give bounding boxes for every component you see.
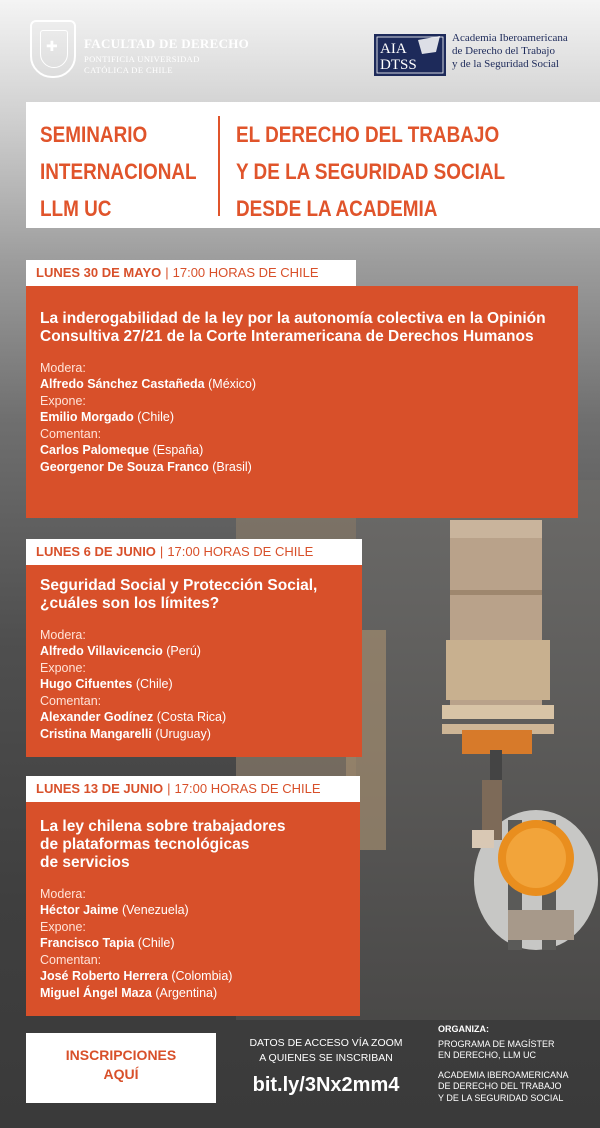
session-3-commentator-2 bbox=[40, 985, 360, 1002]
session-1-commentator-1-name: Carlos Palomeque bbox=[40, 443, 150, 457]
session-1-title: La inderogabilidad de la ley por la autonomía colectiva en la Opinión Consultiva 27/21 de la Corte Interamericana de Derechos Humanos bbox=[40, 310, 546, 345]
session-1-card bbox=[26, 286, 578, 518]
session-2-title-line-1: Seguridad Social y Protección Social, bbox=[40, 577, 318, 594]
access-info bbox=[226, 1036, 426, 1066]
separator: | bbox=[165, 265, 169, 280]
aiadiss-line-2: de Derecho del Trabajo bbox=[452, 45, 555, 57]
session-3-commentator-1-name: José Roberto Herrera bbox=[40, 969, 168, 983]
session-3-moderator bbox=[40, 902, 360, 919]
session-2-modera-label: Modera: bbox=[40, 628, 86, 642]
session-2-moderator bbox=[40, 643, 362, 660]
aiadiss-name bbox=[452, 32, 568, 71]
session-1-speaker-country: (Chile) bbox=[137, 410, 175, 424]
org-1-line-1: PROGRAMA DE MAGÍSTER bbox=[438, 1038, 555, 1049]
spacer bbox=[438, 1062, 588, 1070]
session-3-date: LUNES 13 DE JUNIO bbox=[36, 781, 164, 796]
session-1-speaker bbox=[40, 409, 578, 426]
session-2-card bbox=[26, 565, 362, 757]
session-2-title-line-2: ¿cuáles son los límites? bbox=[40, 595, 220, 612]
session-2-speaker bbox=[40, 676, 362, 693]
seminar-title-line-2: Y DE LA SEGURIDAD SOCIAL bbox=[236, 159, 506, 184]
session-2-moderator-country: (Perú) bbox=[166, 644, 201, 658]
session-2-date: LUNES 6 DE JUNIO bbox=[36, 544, 156, 559]
session-2-moderator-name: Alfredo Villavicencio bbox=[40, 644, 163, 658]
signup-button[interactable] bbox=[26, 1033, 216, 1103]
session-2-commentator-1 bbox=[40, 709, 362, 726]
seminar-label-line-2: INTERNACIONAL bbox=[40, 159, 197, 184]
separator: | bbox=[159, 544, 164, 559]
org-2-line-3: Y DE LA SEGURIDAD SOCIAL bbox=[438, 1092, 564, 1103]
aiadiss-logo bbox=[374, 34, 446, 76]
aiadiss-line-3: y de la Seguridad Social bbox=[452, 58, 559, 70]
session-1-date: LUNES 30 DE MAYO bbox=[36, 265, 162, 280]
session-3-date-tag bbox=[26, 776, 360, 802]
session-3-moderator-country: (Venezuela) bbox=[122, 903, 189, 917]
session-3-speaker-name: Francisco Tapia bbox=[40, 936, 135, 950]
seminar-label-line-3: LLM UC bbox=[40, 196, 112, 221]
session-3-title-line-1: La ley chilena sobre trabajadores bbox=[40, 818, 286, 835]
session-2-commentator-2-country: (Uruguay) bbox=[155, 727, 211, 741]
session-1-commentator-1 bbox=[40, 442, 578, 459]
access-line-1: DATOS DE ACCESO VÍA ZOOM bbox=[249, 1037, 403, 1049]
seminar-title-line-3: DESDE LA ACADEMIA bbox=[236, 196, 438, 221]
faculty-subtitle-1: PONTIFICIA UNIVERSIDAD bbox=[84, 54, 200, 64]
session-3-time: 17:00 HORAS DE CHILE bbox=[174, 781, 321, 796]
session-2-commentator-2-name: Cristina Mangarelli bbox=[40, 727, 152, 741]
session-1-speaker-name: Emilio Morgado bbox=[40, 410, 134, 424]
session-1-commentator-2 bbox=[40, 459, 578, 476]
header bbox=[0, 0, 600, 100]
aiadiss-line-1: Academia Iberoamericana bbox=[452, 32, 568, 44]
access-line-2: A QUIENES SE INSCRIBAN bbox=[259, 1052, 393, 1064]
session-3-card bbox=[26, 802, 360, 1016]
session-1-commentator-1-country: (España) bbox=[152, 443, 204, 457]
separator: | bbox=[167, 781, 171, 796]
uc-crest-logo bbox=[30, 20, 76, 78]
session-2-speaker-name: Hugo Cifuentes bbox=[40, 677, 133, 691]
session-3-moderator-name: Héctor Jaime bbox=[40, 903, 119, 917]
org-2-line-1: ACADEMIA IBEROAMERICANA bbox=[438, 1069, 569, 1080]
session-3-speaker bbox=[40, 935, 360, 952]
signup-line-1: INSCRIPCIONES bbox=[65, 1047, 177, 1063]
faculty-subtitle-2: CATÓLICA DE CHILE bbox=[84, 65, 173, 75]
session-1-moderator bbox=[40, 376, 578, 393]
seminar-title-line-1: EL DERECHO DEL TRABAJO bbox=[236, 122, 500, 147]
signup-link[interactable]: bit.ly/3Nx2mm4 bbox=[252, 1074, 400, 1096]
svg-text:AIA: AIA bbox=[380, 41, 407, 57]
session-1-comentan-label: Comentan: bbox=[40, 427, 102, 441]
seminar-label-line-1: SEMINARIO bbox=[40, 122, 148, 147]
session-2-date-tag bbox=[26, 539, 362, 565]
svg-text:DTSS: DTSS bbox=[380, 57, 417, 73]
session-3-commentator-1 bbox=[40, 968, 360, 985]
organizers-label: ORGANIZA: bbox=[438, 1024, 489, 1034]
seminar-title bbox=[236, 116, 505, 227]
session-2-expone-label: Expone: bbox=[40, 661, 86, 675]
session-3-title-line-2: de plataformas tecnológicas bbox=[40, 836, 250, 853]
session-1-moderator-country: (México) bbox=[208, 377, 257, 391]
faculty-title: FACULTAD DE DERECHO bbox=[84, 36, 250, 51]
session-3-speaker-country: (Chile) bbox=[137, 936, 175, 950]
session-1-commentator-2-name: Georgenor De Souza Franco bbox=[40, 460, 209, 474]
session-1-moderator-name: Alfredo Sánchez Castañeda bbox=[40, 377, 205, 391]
session-2-commentator-1-name: Alexander Godínez bbox=[40, 710, 154, 724]
session-2-comentan-label: Comentan: bbox=[40, 694, 102, 708]
session-1-commentator-2-country: (Brasil) bbox=[212, 460, 252, 474]
session-1-modera-label: Modera: bbox=[40, 361, 86, 375]
session-2-commentator-1-country: (Costa Rica) bbox=[156, 710, 227, 724]
session-3-commentator-2-name: Miguel Ángel Maza bbox=[40, 986, 152, 1000]
seminar-label bbox=[40, 116, 197, 227]
session-1-time: 17:00 HORAS DE CHILE bbox=[172, 265, 319, 280]
session-3-title-line-3: de servicios bbox=[40, 854, 130, 871]
org-2-line-2: DE DERECHO DEL TRABAJO bbox=[438, 1081, 562, 1091]
session-1-expone-label: Expone: bbox=[40, 394, 86, 408]
session-3-expone-label: Expone: bbox=[40, 920, 86, 934]
seminar-title-box bbox=[26, 102, 600, 228]
org-1-line-2: EN DERECHO, LLM UC bbox=[438, 1050, 537, 1060]
signup-line-2: AQUÍ bbox=[103, 1066, 139, 1082]
session-3-commentator-2-country: (Argentina) bbox=[155, 986, 218, 1000]
session-2-time: 17:00 HORAS DE CHILE bbox=[167, 544, 314, 559]
session-3-commentator-1-country: (Colombia) bbox=[171, 969, 233, 983]
session-3-title bbox=[40, 818, 360, 872]
session-2-commentator-2 bbox=[40, 726, 362, 743]
session-1-date-tag bbox=[26, 260, 356, 286]
title-divider bbox=[218, 116, 220, 216]
session-2-speaker-country: (Chile) bbox=[135, 677, 173, 691]
session-3-modera-label: Modera: bbox=[40, 887, 86, 901]
organizers bbox=[438, 1024, 588, 1104]
session-2-title bbox=[40, 577, 362, 613]
session-3-comentan-label: Comentan: bbox=[40, 953, 102, 967]
